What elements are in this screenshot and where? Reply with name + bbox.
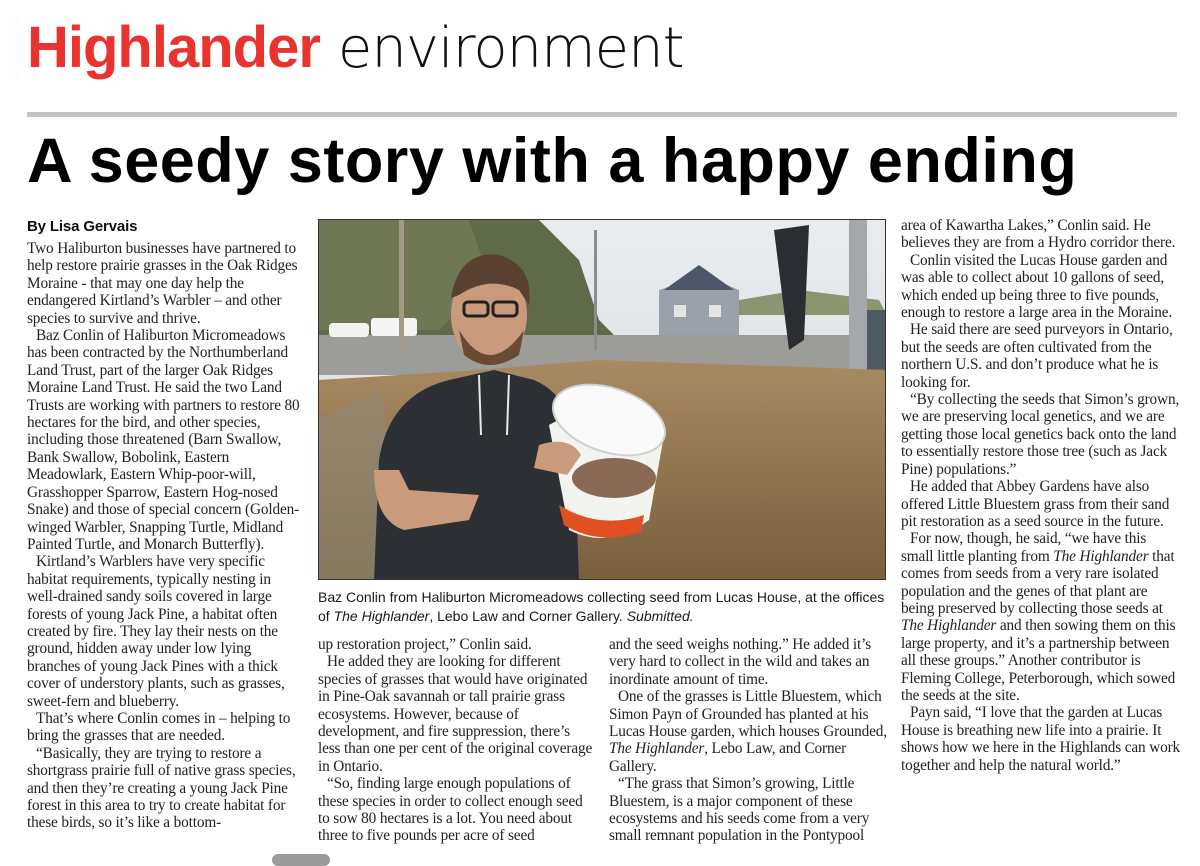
publication-name: The Highlander [1053, 547, 1149, 565]
paragraph: Kirtland’s Warblers have very specific habitat requirements, typically nesting in well-drained sandy soils covered in large forests of young Jack Pine, a habitat often created by fire. They lay their nests on the ground, hidden away under low lying branches of young Jack Pines with a thick cover of understory plants, such as grasses, sweet-fern and blueberry. [27, 553, 285, 710]
paragraph: That’s where Conlin comes in – helping to bring the grasses that are needed. [27, 709, 291, 745]
byline: By Lisa Gervais [27, 218, 138, 235]
caption-text: , Lebo Law and Corner Gallery. [429, 608, 627, 624]
paragraph: “So, finding large enough populations of these species in order to collect enough seed to sow 80 hectares is a lot. You need about three to five pounds per acre of seed [318, 775, 583, 845]
text-run: and then sowing them on this large property, and it’s a partnership between all these groups.” Another contributor is Fleming College, Peterborough, which sowed the seeds at the site. [901, 617, 1176, 704]
article-column-2 [318, 636, 593, 845]
paragraph [609, 688, 887, 775]
text-run: that comes from seeds from a very rare isolated population and the genes of that plant are being preserved by collecting those seeds at [901, 547, 1175, 617]
article-column-3 [609, 636, 887, 845]
paragraph: and the seed weighs nothing.” He added it’s very hard to collect in the wild and takes an inordinate amount of time. [609, 636, 872, 688]
paragraph: He said there are seed purveyors in Ontario, but the seeds are often cultivated from the northern U.S. and don’t produce what he is looking for. [901, 321, 1173, 391]
paragraph: He added that Abbey Gardens have also offered Little Bluestem grass from their sand pit restoration as a seed source in the future. [901, 478, 1170, 530]
photo-caption [318, 588, 888, 626]
paragraph: “The grass that Simon’s growing, Little Bluestem, is a major component of these ecosystems and his seeds come from a very small remnant population in the Pontypool [609, 775, 870, 845]
paragraph: He added they are looking for different species of grasses that would have originated in Pine-Oak savannah or tall prairie grass ecosystems. However, because of development, and fire suppression, there’s less than one per cent of the original coverage in Ontario. [318, 653, 593, 775]
article-column-4 [901, 217, 1181, 774]
article-column-1 [27, 218, 302, 832]
paragraph [901, 530, 1181, 704]
article-headline: A seedy story with a happy ending [27, 126, 1078, 196]
photo-image-icon [319, 220, 886, 580]
section-title: environment [337, 16, 684, 81]
brand-logo: Highlander [27, 15, 320, 80]
header-divider [27, 112, 1177, 117]
paragraph: Payn said, “I love that the garden at Lucas House is breathing new life into a prairie. It shows how we here in the Highlands can work together and help the natural world.” [901, 704, 1181, 774]
paragraph: Two Haliburton businesses have partnered to help restore prairie grasses in the Oak Ridges Moraine - that may one day help the endangered Kirtland’s Warbler – and other species to survive and thrive. [27, 240, 298, 327]
text-run: , Lebo Law, and Corner Gallery. [609, 740, 847, 775]
text-run: One of the grasses is Little Bluestem, which Simon Payn of Grounded has planted at his Lucas House garden, which houses Grounded, [609, 688, 887, 741]
article-photo [318, 219, 886, 580]
paragraph: Baz Conlin of Haliburton Micromeadows has been contracted by the Northumberland Land Trust, part of the larger Oak Ridges Moraine Land Trust. He said the two Land Trusts are working with partners to restore 80 hectares for the bird, and other species, including those threatened (Barn Swallow, Bank Swallow, Bobolink, Eastern Meadowlark, Eastern Whip-poor-will, Grasshopper Sparrow, Eastern Hog-nosed Snake) and those of special concern (Golden-winged Warbler, Snapping Turtle, Midland Painted Turtle, and Monarch Butterfly). [27, 327, 300, 553]
publication-name: The Highlander [901, 617, 997, 635]
publication-name: The Highlander [609, 740, 705, 758]
caption-publication: The Highlander [333, 608, 430, 624]
horizontal-scrollbar-thumb[interactable] [272, 854, 330, 866]
caption-text: Baz Conlin from Haliburton Micromeadows collecting seed from Lucas House, at the offices of [318, 589, 885, 624]
text-run: For now, though, he said, “we have this small little planting from [901, 530, 1147, 565]
paragraph: area of Kawartha Lakes,” Conlin said. He believes they are from a Hydro corridor there. [901, 217, 1176, 252]
masthead [27, 14, 684, 84]
paragraph: Conlin visited the Lucas House garden and was able to collect about 10 gallons of seed, which ended up being three to five pounds, enough to restore a large area in the Moraine. [901, 251, 1173, 322]
caption-credit: Submitted. [626, 608, 694, 624]
paragraph: “Basically, they are trying to restore a shortgrass prairie full of native grass species, and then they’re creating a young Jack Pine forest in this area to try to create habitat for these birds, so it’s like a bottom- [27, 744, 296, 832]
paragraph: up restoration project,” Conlin said. [318, 636, 532, 653]
paragraph: “By collecting the seeds that Simon’s grown, we are preserving local genetics, and we are getting those local genetics back onto the land to essentially restore those tree (such as Jack Pine) populations.” [901, 391, 1180, 478]
